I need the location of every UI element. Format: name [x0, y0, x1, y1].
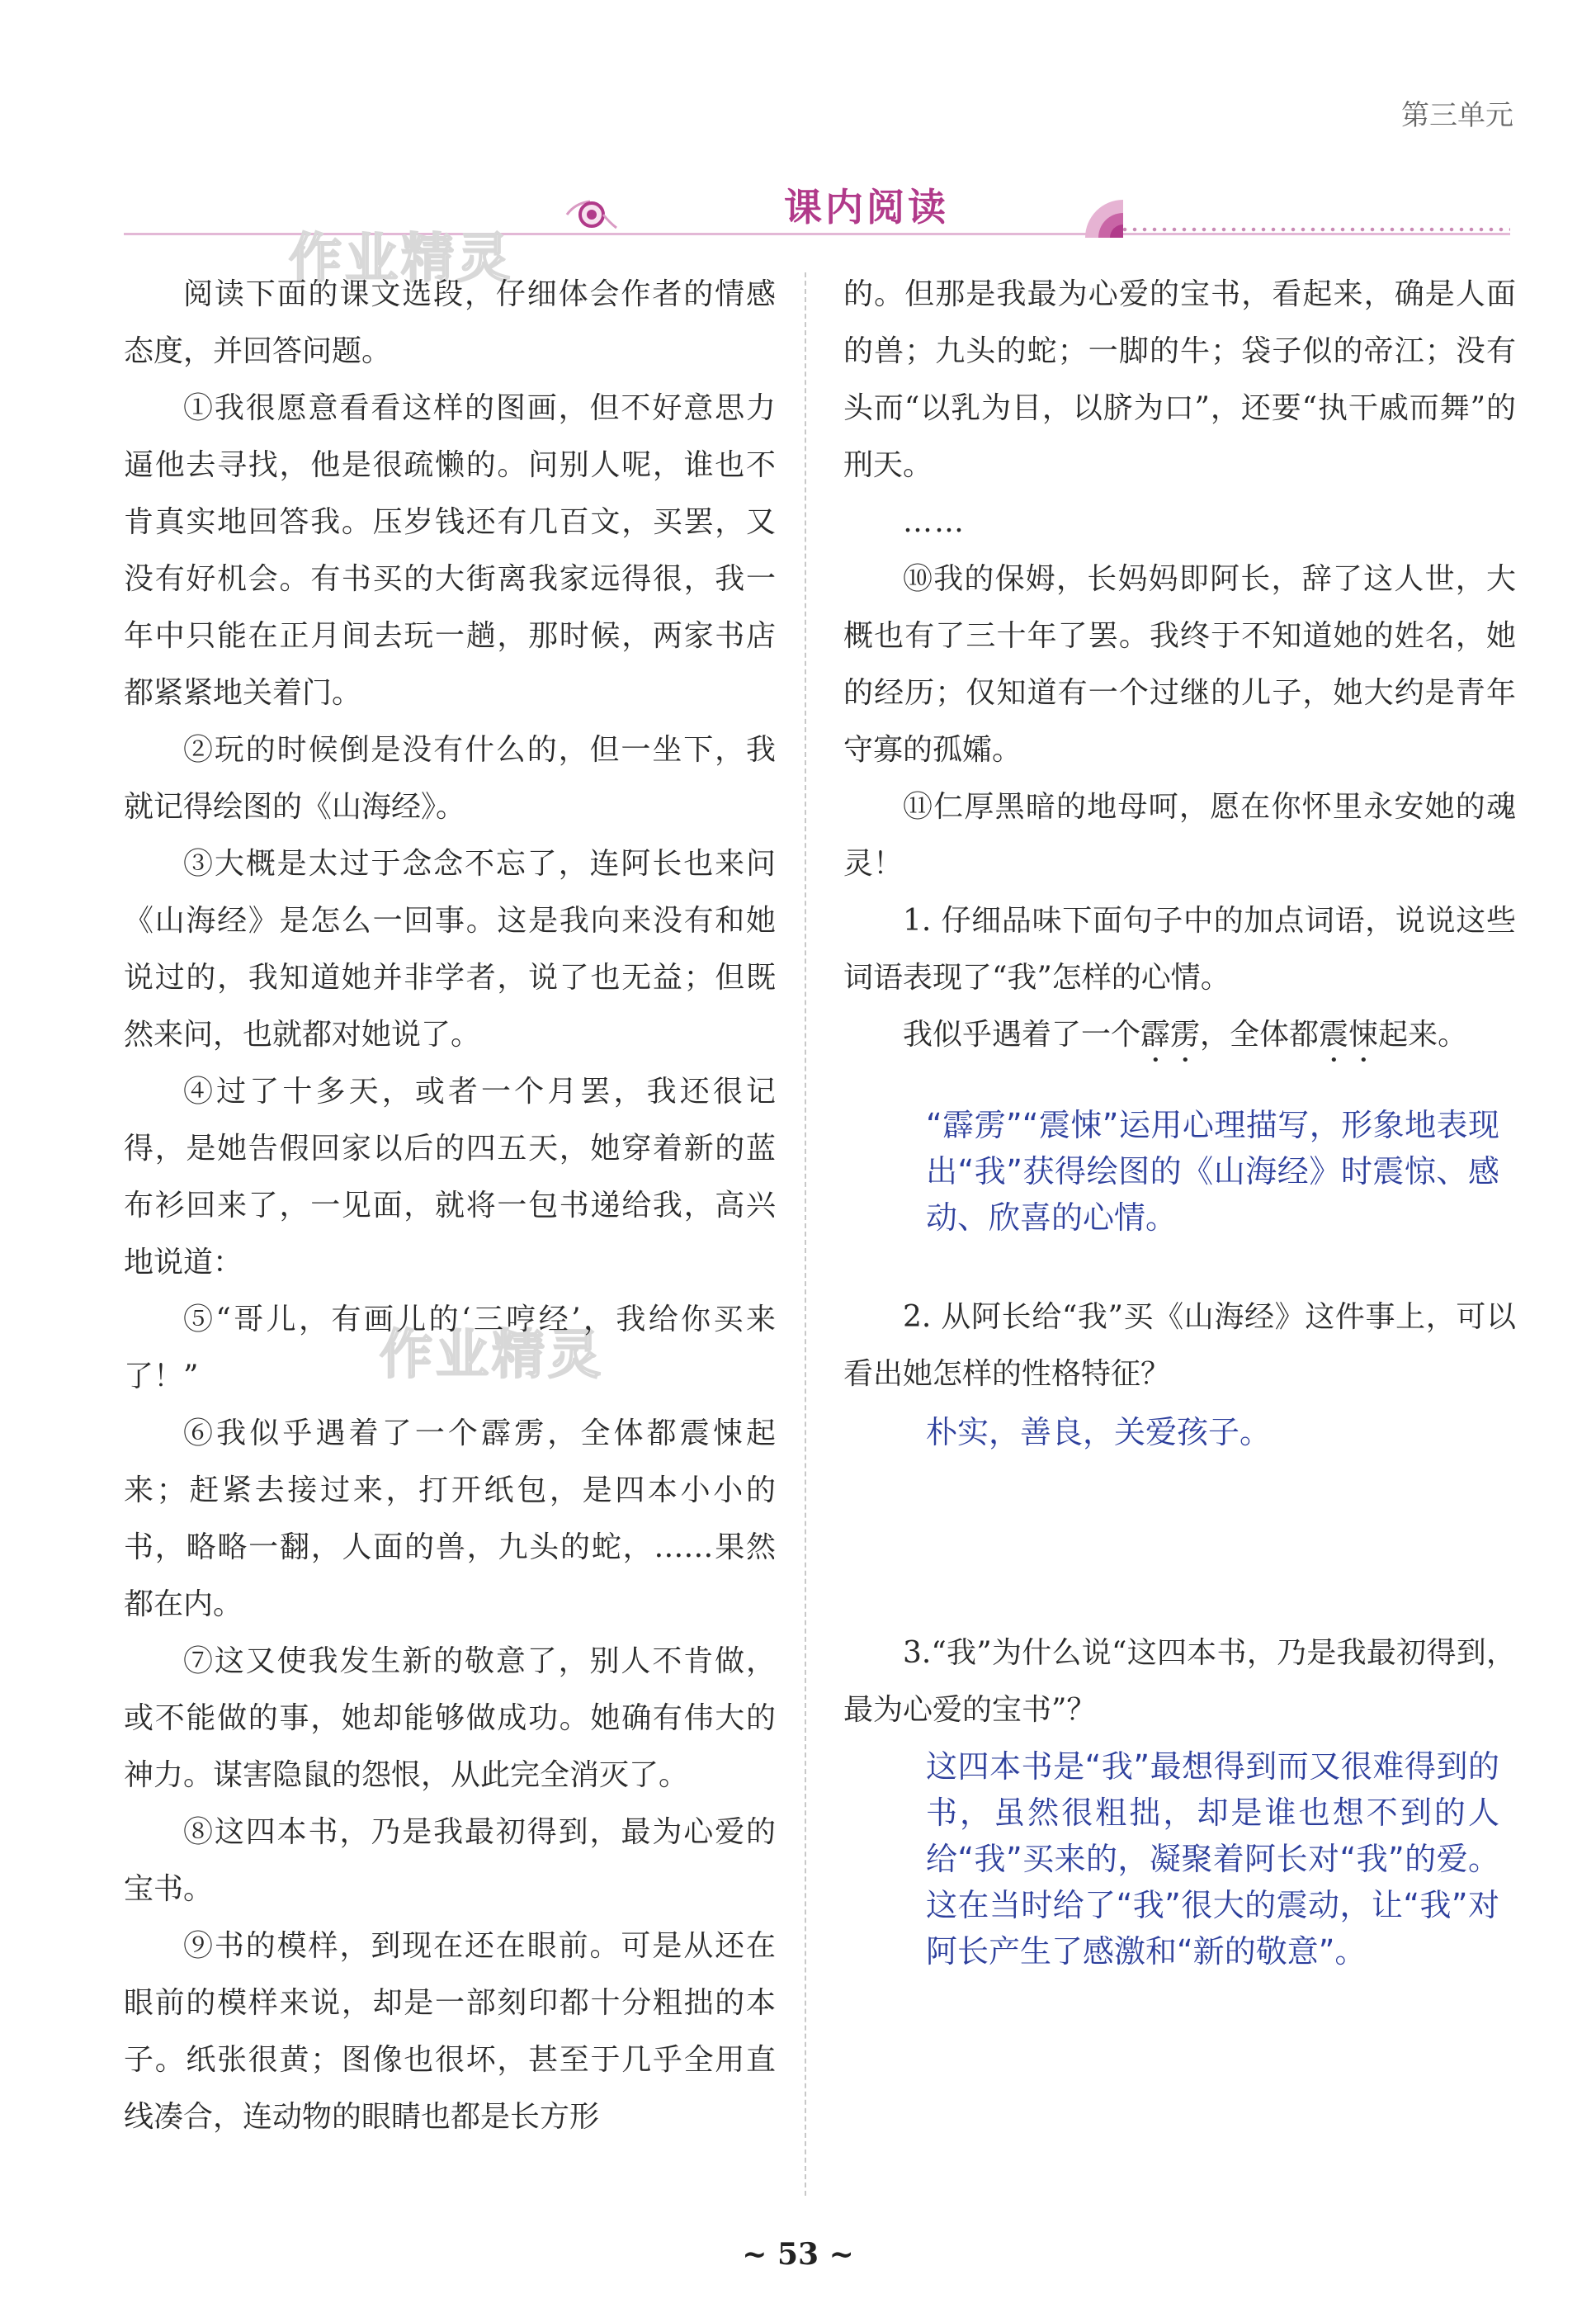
left-column [124, 266, 776, 2145]
unit-label: 第三单元 [1401, 99, 1513, 132]
passage-paragraph-5: ⑤“哥儿，有画儿的‘三哼经’，我给你买来了！” [124, 1303, 776, 1393]
passage-paragraph-9: ⑨书的模样，到现在还在眼前。可是从还在眼前的模样来说，却是一部刻印都十分粗拙的本子。纸张很黄；图像也很坏，甚至于几乎全用直线凑合，连动物的眼睛也都是长方形 [124, 1929, 776, 2134]
question-1-answer: “霹雳”“震悚”运用心理描写，形象地表现出“我”获得绘图的《山海经》时震惊、感动、欣喜的心情。 [926, 1107, 1499, 1236]
passage-paragraph-4: ④过了十多天，或者一个月罢，我还很记得，是她告假回家以后的四五天，她穿着新的蓝布衫回来了，一见面，就将一包书递给我，高兴地说道： [124, 1075, 776, 1279]
passage-paragraph-8: ⑧这四本书，乃是我最初得到，最为心爱的宝书。 [124, 1815, 776, 1906]
column-divider [805, 272, 806, 2196]
passage-paragraph-1: ①我很愿意看看这样的图画，但不好意思力逼他去寻找，他是很疏懒的。问别人呢，谁也不肯真实地回答我。压岁钱还有几百文，买罢，又没有好机会。有书买的大街离我家远得很，我一年中只能在正月间去玩一趟，那时候，两家书店都紧紧地关着门。 [124, 391, 776, 710]
passage-ellipsis: …… [903, 505, 966, 539]
question-1-prompt: 1. 仔细品味下面句子中的加点词语，说说这些词语表现了“我”怎样的心情。 [843, 904, 1516, 995]
question-3-prompt: 3.“我”为什么说“这四本书，乃是我最初得到，最为心爱的宝书”？ [843, 1636, 1516, 1727]
sentence-part-a: 我似乎遇着了一个 [903, 1018, 1141, 1052]
sentence-part-c: 起来。 [1378, 1018, 1468, 1052]
question-3-answer: 这四本书是“我”最想得到而又很难得到的书，虽然很粗拙，却是谁也想不到的人给“我”买来的，凝聚着阿长对“我”的爱。这在当时给了“我”很大的震动，让“我”对阿长产生了感激和“新的敬意”。 [926, 1748, 1499, 1970]
passage-paragraph-10: ⑩我的保姆，长妈妈即阿长，辞了这人世，大概也有了三十年了罢。我终于不知道她的姓名，她的经历；仅知道有一个过继的儿子，她大约是青年守寡的孤孀。 [843, 562, 1516, 767]
watermark-top: 作业精灵 [289, 229, 513, 290]
sentence-part-b: ，全体都 [1200, 1018, 1320, 1052]
section-title: 课内阅读 [784, 185, 949, 229]
question-2-prompt: 2. 从阿长给“我”买《山海经》这件事上，可以看出她怎样的性格特征？ [843, 1300, 1516, 1391]
watermark-middle: 作业精灵 [380, 1325, 604, 1386]
magnifier-icon [565, 195, 618, 234]
right-column [843, 266, 1516, 1975]
header-dotted-line [1110, 226, 1510, 233]
passage-paragraph-7: ⑦这又使我发生新的敬意了，别人不肯做，或不能做的事，她却能够做成功。她确有伟大的神力。谋害隐鼠的怨恨，从此完全消灭了。 [124, 1644, 776, 1792]
passage-paragraph-3: ③大概是太过于念念不忘了，连阿长也来问《山海经》是怎么一回事。这是我向来没有和她说过的，我知道她并非学者，说了也无益；但既然来问，也就都对她说了。 [124, 847, 776, 1052]
page-number: ~ 53 ~ [742, 2237, 854, 2272]
question-1-sentence [843, 1006, 1516, 1069]
passage-paragraph-6: ⑥我似乎遇着了一个霹雳，全体都震悚起来；赶紧去接过来，打开纸包，是四本小小的书，略略一翻，人面的兽，九头的蛇，……果然都在内。 [124, 1416, 776, 1621]
passage-paragraph-2: ②玩的时候倒是没有什么的，但一坐下，我就记得绘图的《山海经》。 [124, 733, 776, 824]
fan-ornament-icon [1069, 183, 1151, 241]
passage-continuation: 的。但那是我最为心爱的宝书，看起来，确是人面的兽；九头的蛇；一脚的牛；袋子似的帝江；没有头而“以乳为目，以脐为口”，还要“执干戚而舞”的刑天。 [843, 277, 1516, 482]
dotted-word-1: 霹雳 [1140, 1018, 1201, 1052]
instructions: 阅读下面的课文选段，仔细体会作者的情感态度，并回答问题。 [124, 277, 776, 368]
question-2-answer: 朴实，善良，关爱孩子。 [926, 1414, 1272, 1450]
passage-paragraph-11: ⑪仁厚黑暗的地母呵，愿在你怀里永安她的魂灵！ [843, 790, 1516, 881]
dotted-word-2: 震悚 [1319, 1018, 1379, 1052]
